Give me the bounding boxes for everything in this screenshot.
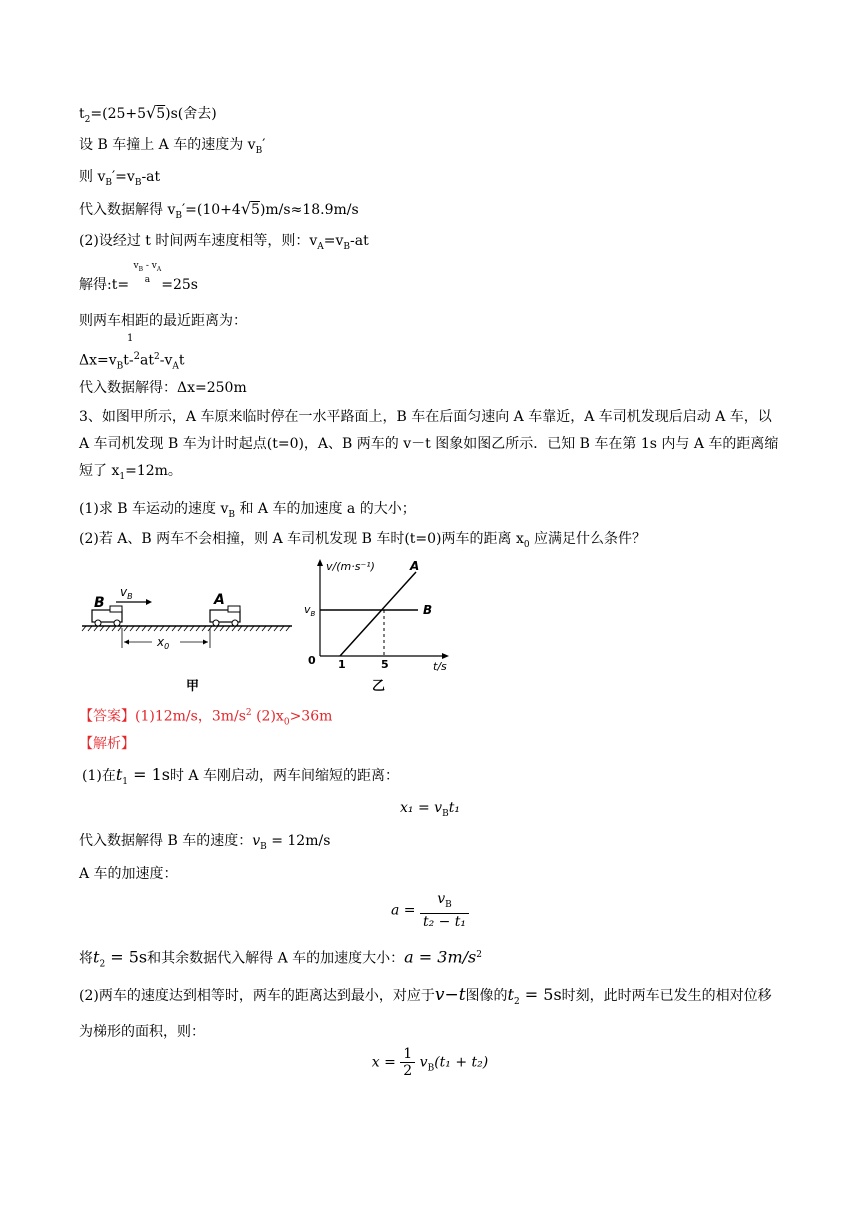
car-a	[210, 606, 240, 626]
origin-label: 0	[308, 654, 316, 667]
solution-line-result: 代入数据解得 $v_B'=(10+4√5)m/s\approx 18.9m/s$	[79, 199, 359, 221]
solution-line-dx-result: 代入数据解得：Δx=250m	[79, 380, 247, 396]
vb-tick-label: $v_B$	[304, 603, 316, 618]
analysis-step-5: (2)两车的速度达到相等时，两车的距离达到最小，对应于v−t图像的$t_2 = 5s$时刻，此时两车已发生的相对位移为梯形的面积，则：	[79, 985, 772, 1040]
problem-statement: 3、如图甲所示，A 车原来临时停在一水平路面上，B 车在后面匀速向 A 车靠近，A 车司机发现后启动 A 车，以 A 车司机发现 B 车为计时起点(t=0)，A、B 两车的 v－t 图象如图乙所示．已知 B 车在第 1s 内与 A 车的距离缩短了 $x_1=12m$。	[79, 409, 779, 482]
tick-5-label: 5	[381, 658, 389, 671]
solution-line-formula: 则 $v_B'=v_B-at$	[79, 169, 161, 188]
car-a-label: A	[214, 592, 225, 608]
figure-yi-label: 乙	[372, 679, 386, 694]
problem-figure	[80, 556, 460, 696]
analysis-step-2: 代入数据解得 B 车的速度：$v_B = 12m/s$	[79, 833, 331, 852]
problem-question-1: (1)求 B 车运动的速度 $v_B$ 和 A 车的加速度 a 的大小；	[79, 501, 416, 520]
answer-label: 【答案】	[79, 708, 135, 725]
figure-jia	[82, 585, 292, 694]
line-a	[340, 572, 416, 656]
equation-x: x = $\frac{1}{2}$ $v_B(t_1 + t_2)$	[371, 1046, 489, 1079]
equation-a: a = $\frac{v_B}{\text{t₂ − t₁}}$	[0, 891, 860, 930]
solution-line-part2: (2)设经过 t 时间两车速度相等，则：$v_A=v_B-at$	[79, 233, 369, 252]
axis-x-label: t/s	[433, 660, 447, 673]
solution-line-t2: $t_2=(25+5√5)s$(舍去)	[79, 103, 217, 125]
analysis-step-4: 将$t_2 = 5s$和其余数据代入解得 A 车的加速度大小：$a = 3m/s^2$	[79, 947, 482, 970]
car-b-label: B	[94, 595, 105, 611]
equation-x1: $x_1 = v_Bt_1$	[400, 800, 460, 819]
axis-y-label: v/(m·s⁻¹)	[326, 560, 375, 573]
problem-question-2: (2)若 A、B 两车不会相撞，则 A 车司机发现 B 车时(t=0)两车的距离 $x_0$ 应满足什么条件？	[79, 531, 647, 550]
answer-line: 【答案】(1)12m/s，$3m/s^2$ $(2)x_0>36m$	[79, 708, 333, 728]
fraction-t: $v_B - v_A$ a	[133, 261, 162, 285]
solution-line-dx: 1 $\Delta x=v_Bt-^2at^2-v_At$	[79, 333, 185, 372]
tick-1-label: 1	[338, 658, 346, 671]
line-b-label: B	[423, 603, 433, 617]
analysis-step-1: (1)在$t_1 = 1s$时 A 车刚启动，两车间缩短的距离：	[82, 765, 399, 787]
x0-label: $x_0$	[157, 635, 170, 651]
analysis-step-3: A 车的加速度：	[79, 866, 178, 882]
analysis-label: 【解析】	[79, 736, 135, 752]
solution-line-solve-t: 解得:t= $v_B - v_A$ a =25s	[79, 261, 198, 293]
vb-arrow-label: $v_B$	[120, 585, 133, 601]
solution-line-collision-speed: 设 B 车撞上 A 车的速度为 $v_B'$	[79, 137, 266, 156]
figure-jia-label: 甲	[186, 679, 200, 694]
line-a-label: A	[410, 559, 420, 573]
figure-yi-vt-graph	[304, 559, 449, 694]
solution-line-nearest: 则两车相距的最近距离为：	[79, 313, 247, 329]
